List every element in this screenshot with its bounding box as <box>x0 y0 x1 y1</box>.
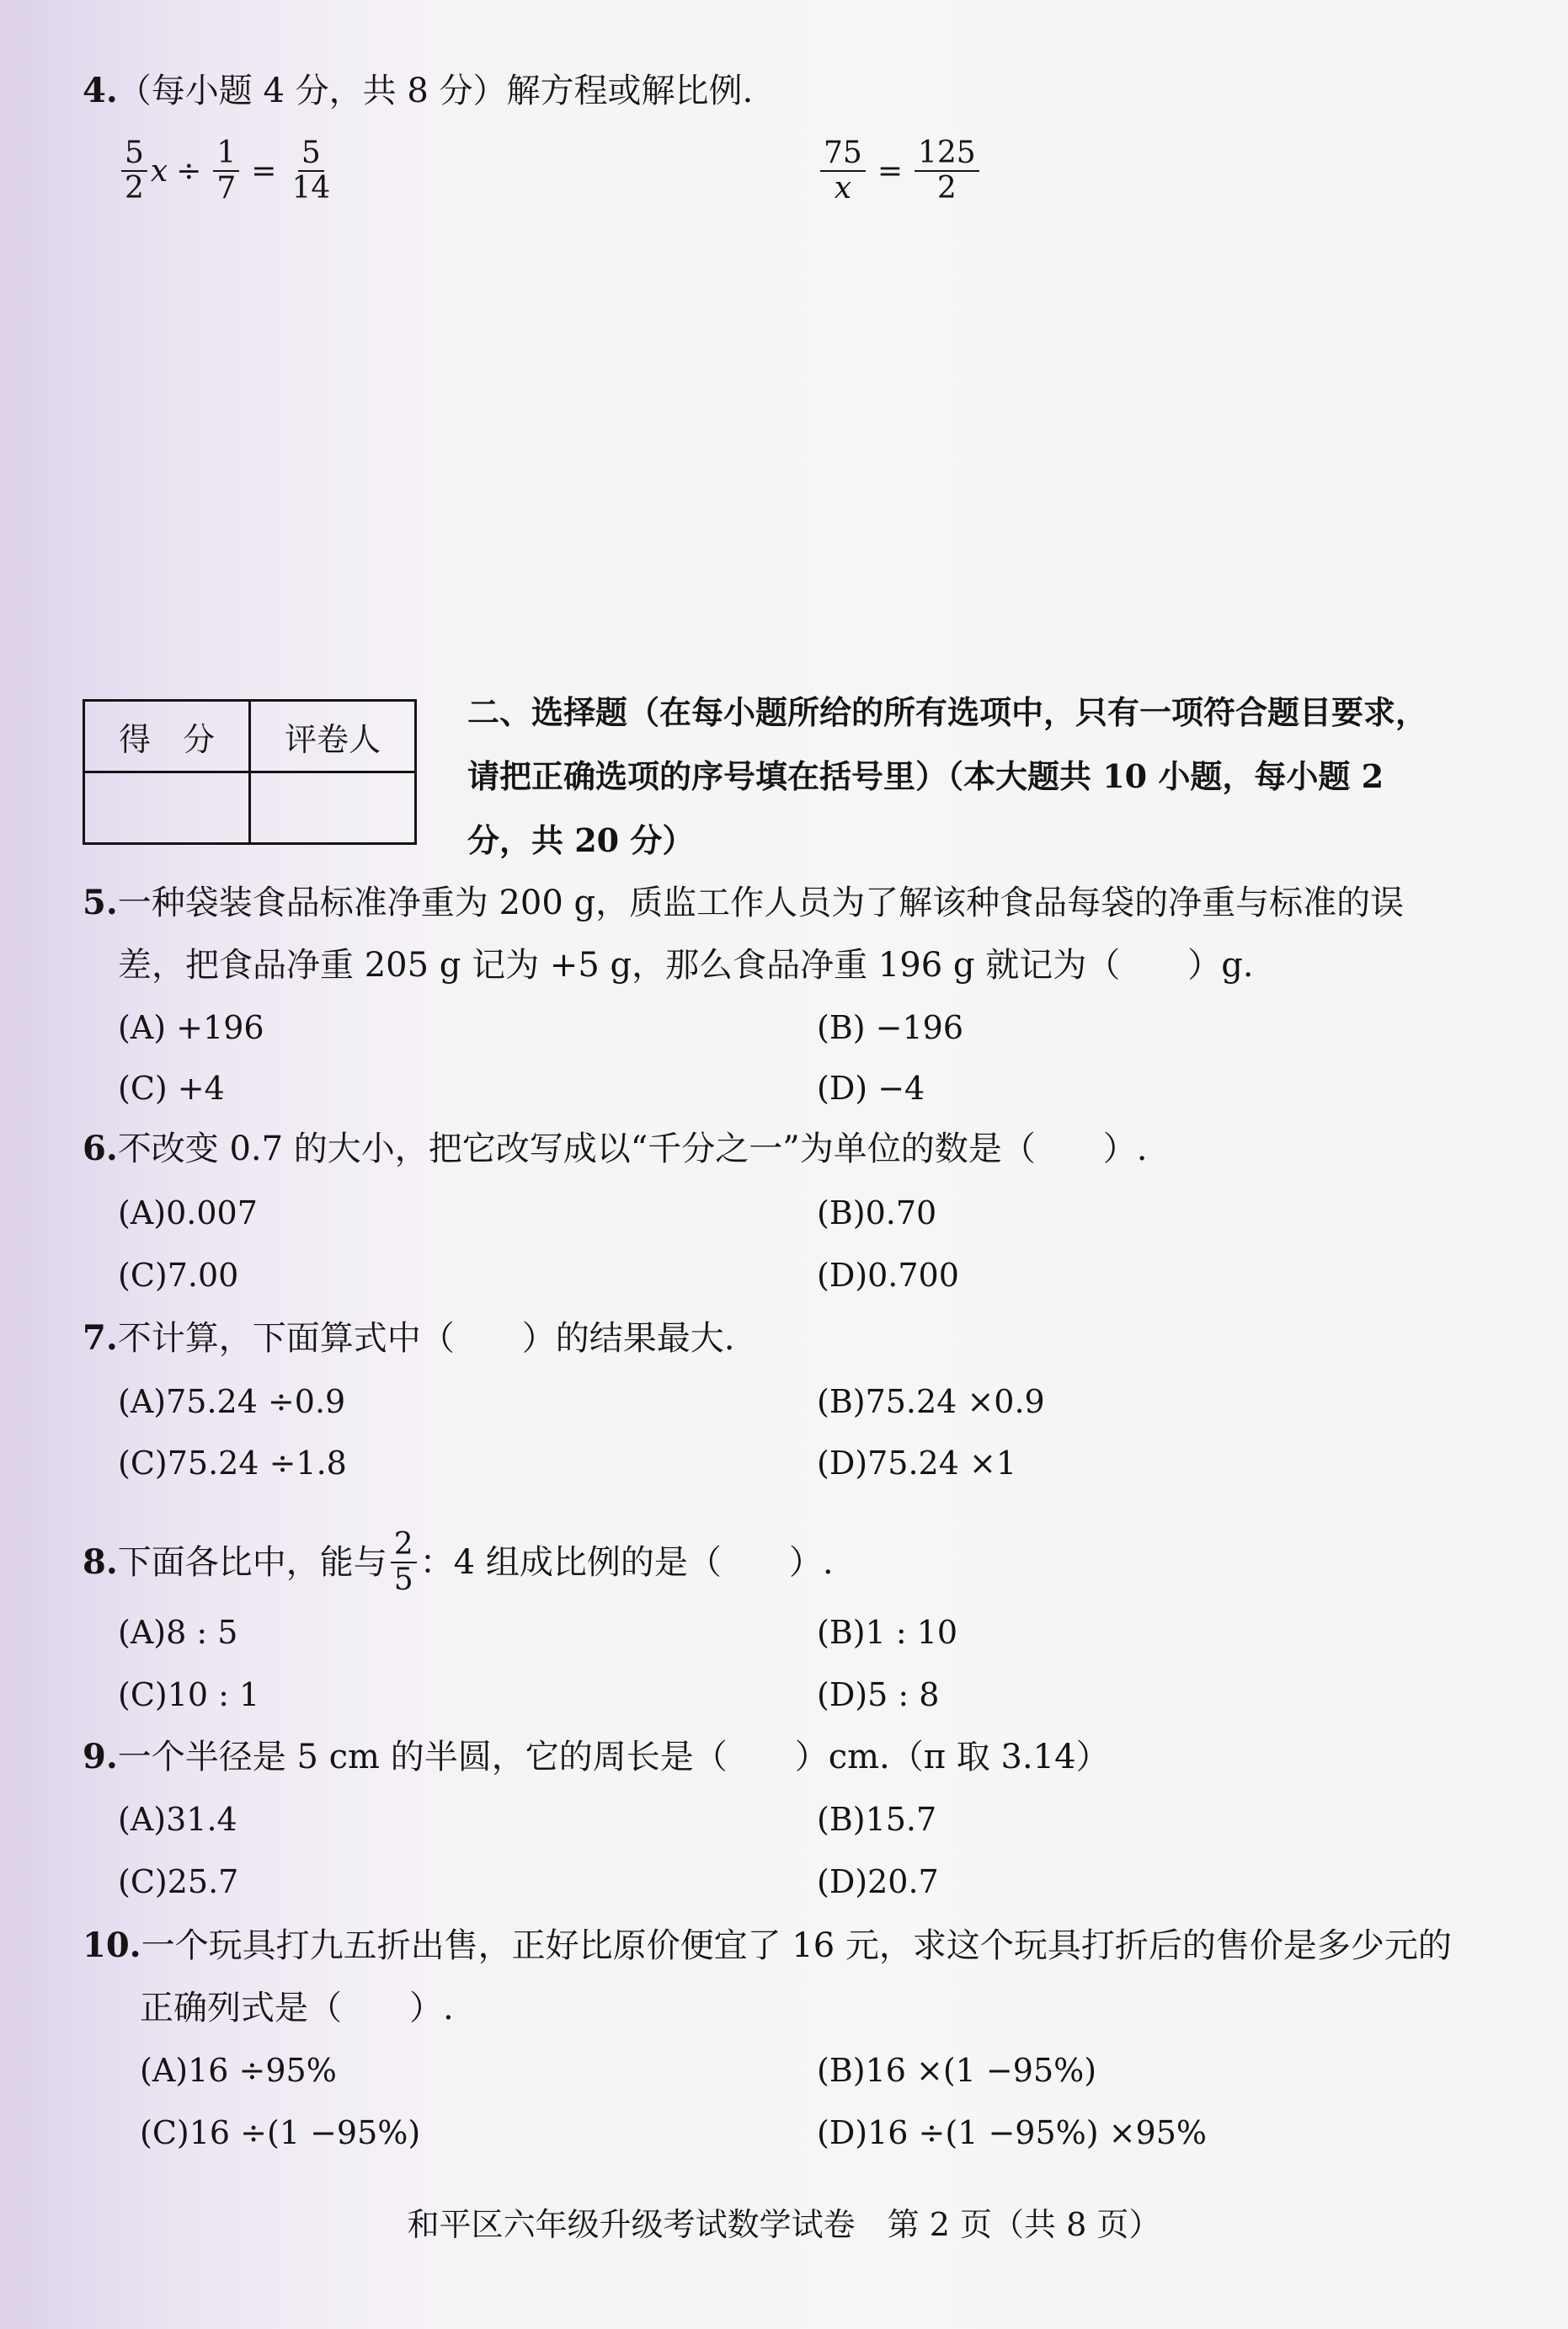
grader-header: 评卷人 <box>250 701 416 772</box>
question-8 <box>83 1528 834 1597</box>
option-d: (D)5 : 8 <box>817 1676 940 1713</box>
denominator: x <box>834 171 852 206</box>
question-10-line-2 <box>140 1988 454 2028</box>
question-text: 正确列式是（ ）. <box>140 1989 454 2027</box>
option-c: (C)75.24 ÷1.8 <box>118 1445 347 1482</box>
question-text: （每小题 4 分，共 8 分）解方程或解比例. <box>117 72 754 110</box>
option-d: (D)20.7 <box>817 1863 939 1900</box>
option-d: (D)0.700 <box>817 1257 959 1294</box>
equals-sign: = <box>251 153 277 189</box>
option-a: (A)0.007 <box>118 1194 258 1231</box>
question-number: 10. <box>83 1926 141 1965</box>
score-table <box>83 699 417 845</box>
equation-1 <box>118 136 337 206</box>
score-cell <box>84 772 250 844</box>
option-a: (A)8 : 5 <box>118 1614 238 1651</box>
variable: x <box>150 153 168 189</box>
question-number: 8. <box>83 1542 118 1582</box>
option-b: (B)15.7 <box>817 1801 937 1838</box>
question-text: ：4 组成比例的是（ ）. <box>419 1543 834 1582</box>
denominator: 2 <box>125 171 144 206</box>
question-text: 不改变 0.7 的大小，把它改写成以“千分之一”为单位的数是（ ）. <box>117 1130 1148 1168</box>
question-text: 一个玩具打九五折出售，正好比原价便宜了 16 元，求这个玩具打折后的售价是多少元的 <box>141 1926 1452 1965</box>
option-a: (A)31.4 <box>118 1801 237 1838</box>
numerator: 75 <box>820 136 866 172</box>
option-b: (B)75.24 ×0.9 <box>817 1383 1045 1420</box>
option-d: (D) −4 <box>817 1070 925 1107</box>
question-10 <box>83 1926 1452 1966</box>
question-text: 下面各比中，能与 <box>117 1543 387 1582</box>
question-5 <box>83 883 1404 923</box>
question-text: 一个半径是 5 cm 的半圆，它的周长是（ ）cm.（π 取 3.14） <box>117 1738 1110 1776</box>
section-title-line: 请把正确选项的序号填在括号里）（本大题共 10 小题，每小题 2 <box>467 757 1384 795</box>
section-title-line: 二、选择题（在每小题所给的所有选项中，只有一项符合题目要求， <box>467 693 1428 731</box>
question-number: 6. <box>83 1129 118 1168</box>
option-b: (B)16 ×(1 −95%) <box>817 2052 1097 2089</box>
equation-2 <box>817 136 983 206</box>
denominator: 7 <box>216 171 237 206</box>
fraction <box>915 136 979 206</box>
option-d: (D)16 ÷(1 −95%) ×95% <box>817 2114 1207 2151</box>
question-number: 4. <box>83 71 118 110</box>
numerator: 2 <box>391 1528 417 1563</box>
section-2-title <box>467 681 1524 873</box>
grader-cell <box>250 772 416 844</box>
option-c: (C) +4 <box>118 1070 225 1107</box>
numerator: 5 <box>298 136 324 172</box>
question-number: 7. <box>83 1318 118 1358</box>
question-9 <box>83 1737 1110 1777</box>
option-b: (B)1 : 10 <box>817 1614 958 1651</box>
option-c: (C)25.7 <box>118 1863 239 1900</box>
question-6 <box>83 1129 1147 1169</box>
fraction <box>820 136 866 206</box>
question-4-heading <box>83 71 753 111</box>
option-c: (C)10 : 1 <box>118 1676 260 1713</box>
question-5-line-2 <box>118 945 1254 986</box>
page-footer: 和平区六年级升级考试数学试卷 第 2 页（共 8 页） <box>407 2206 1161 2243</box>
option-b: (B) −196 <box>817 1009 964 1046</box>
question-text: 差，把食品净重 205 g 记为 +5 g，那么食品净重 196 g 就记为（ ）g. <box>118 946 1254 985</box>
section-title-line: 分，共 20 分） <box>467 821 695 859</box>
fraction <box>391 1528 417 1597</box>
numerator: 1 <box>213 136 239 172</box>
option-d: (D)75.24 ×1 <box>817 1445 1016 1482</box>
option-a: (A) +196 <box>118 1009 264 1046</box>
operator: ÷ <box>176 153 202 189</box>
score-header: 得 分 <box>84 701 250 772</box>
option-c: (C)7.00 <box>118 1257 239 1294</box>
option-a: (A)75.24 ÷0.9 <box>118 1383 346 1420</box>
question-number: 5. <box>83 883 118 922</box>
fraction <box>121 136 147 206</box>
fraction <box>288 136 333 206</box>
denominator: 5 <box>393 1562 413 1597</box>
denominator: 14 <box>291 171 331 206</box>
option-c: (C)16 ÷(1 −95%) <box>140 2114 421 2151</box>
fraction <box>213 136 239 206</box>
option-b: (B)0.70 <box>817 1194 937 1231</box>
denominator: 2 <box>936 171 957 206</box>
equals-sign: = <box>877 153 903 189</box>
option-a: (A)16 ÷95% <box>140 2052 337 2089</box>
numerator: 125 <box>915 136 979 172</box>
question-text: 不计算，下面算式中（ ）的结果最大. <box>117 1319 735 1358</box>
question-number: 9. <box>83 1737 118 1776</box>
question-7 <box>83 1318 734 1359</box>
numerator: 5 <box>121 136 147 172</box>
question-text: 一种袋装食品标准净重为 200 g，质监工作人员为了解该种食品每袋的净重与标准的误 <box>117 884 1405 922</box>
